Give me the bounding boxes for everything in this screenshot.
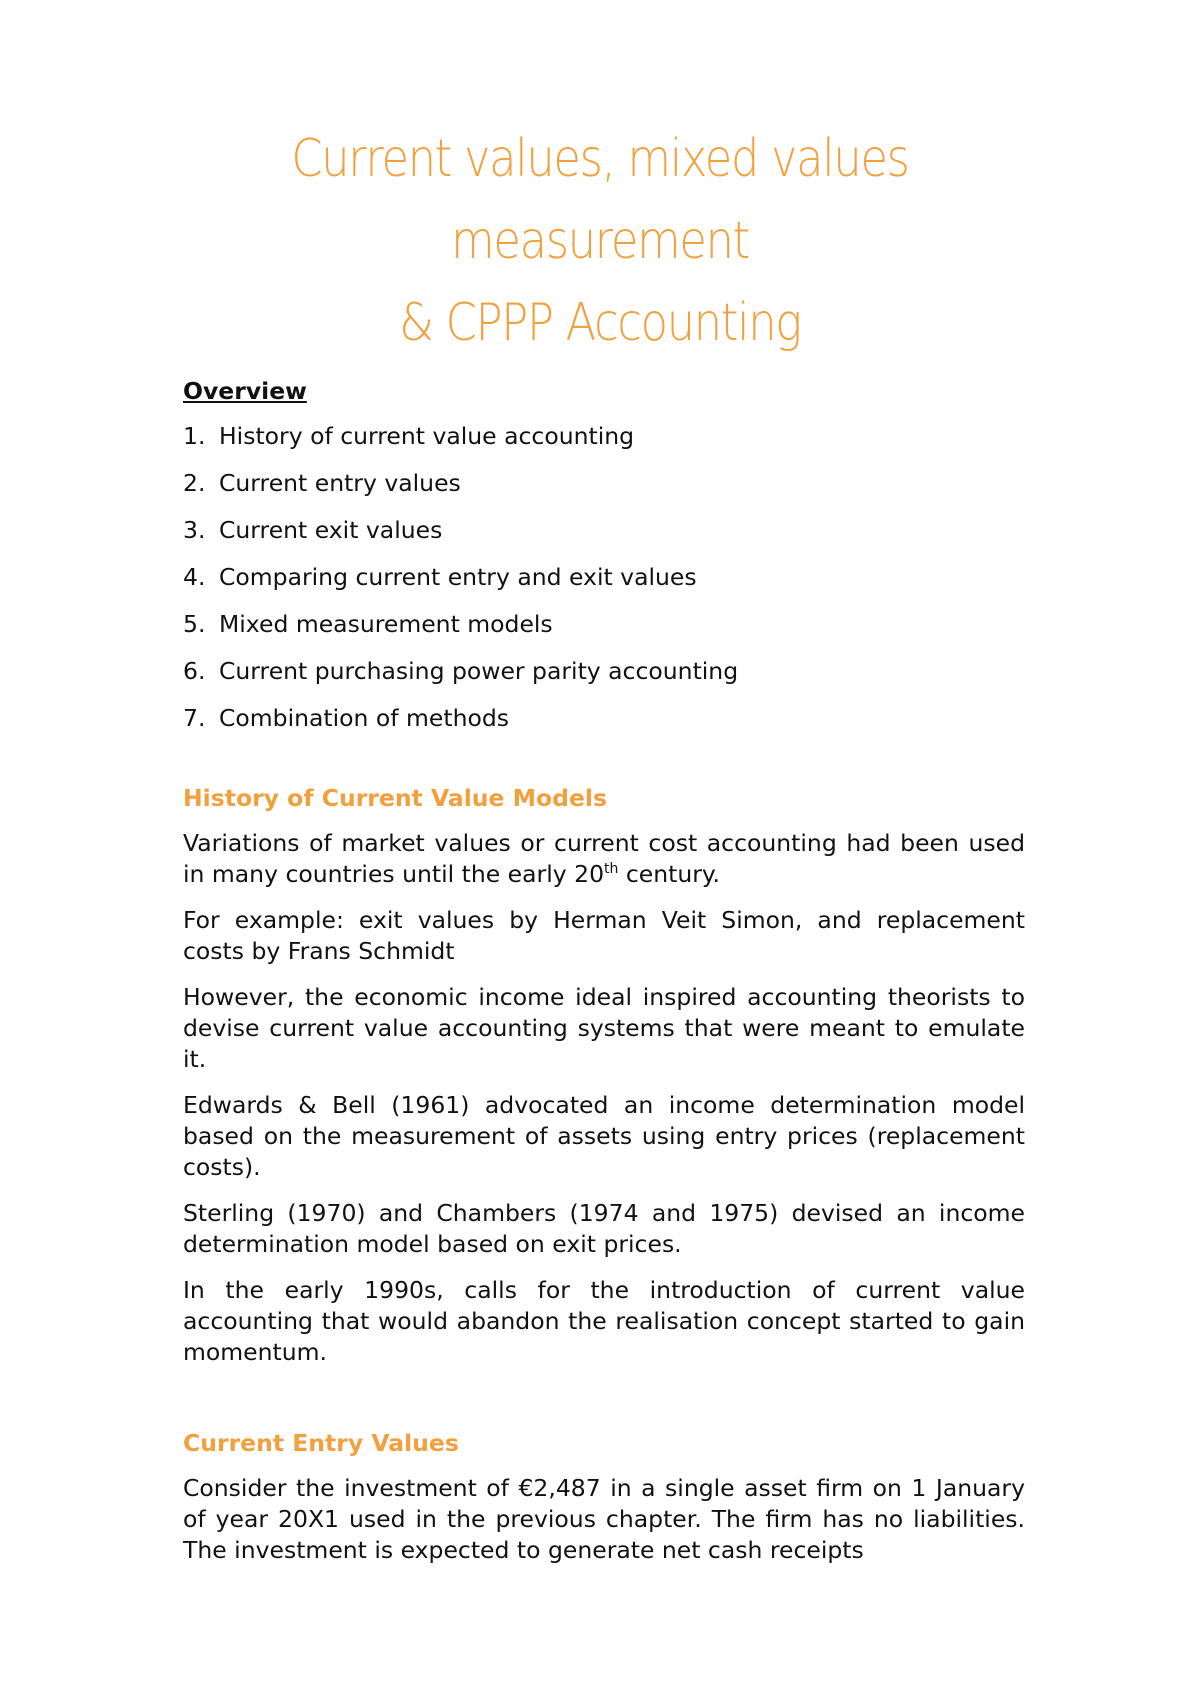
document-title [170,118,1030,364]
document-body [183,376,1025,1581]
history-heading: History of Current Value Models [183,784,607,812]
history-paragraph-1: Variations of market values or current cost accounting had been used in many countries until the early 20th century. [183,829,1025,888]
document-title-line-1: Current values, mixed values measurement [291,129,909,271]
overview-heading: Overview [183,377,307,405]
overview-item-7: 7. Combination of methods [183,704,510,732]
overview-item-3: 3. Current exit values [183,516,443,544]
overview-item-6: 6. Current purchasing power parity accounting [183,657,739,685]
history-paragraph-3: However, the economic income ideal inspired accounting theorists to devise current value accounting systems that were meant to emulate it. [183,983,1025,1073]
overview-item-5: 5. Mixed measurement models [183,610,553,638]
overview-item-4: 4. Comparing current entry and exit values [183,563,697,591]
history-paragraph-4: Edwards & Bell (1961) advocated an income determination model based on the measurement of assets using entry prices (replacement costs). [183,1091,1025,1181]
entry-values-paragraph-1: Consider the investment of €2,487 in a single asset firm on 1 January of year 20X1 used in the previous chapter. The firm has no liabilities. The investment is expected to generate net cash receipts [183,1474,1025,1564]
overview-list [183,421,1025,734]
overview-item-2: 2. Current entry values [183,469,461,497]
entry-values-heading: Current Entry Values [183,1429,459,1457]
history-paragraph-5: Sterling (1970) and Chambers (1974 and 1975) devised an income determination model based on exit prices. [183,1199,1025,1258]
document-title-line-2: & CPPP Accounting [399,293,801,353]
history-paragraph-2: For example: exit values by Herman Veit Simon, and replacement costs by Frans Schmidt [183,906,1025,965]
history-paragraph-6: In the early 1990s, calls for the introduction of current value accounting that would abandon the realisation concept started to gain momentum. [183,1276,1025,1366]
overview-item-1: 1. History of current value accounting [183,422,635,450]
